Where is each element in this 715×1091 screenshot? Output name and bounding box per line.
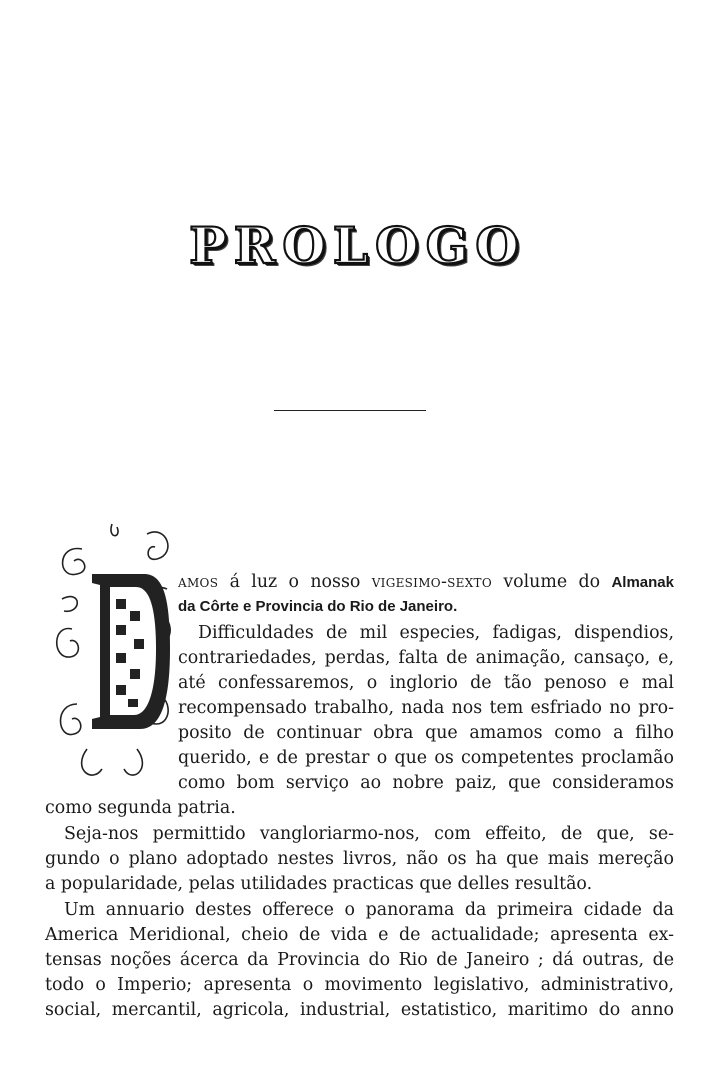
- body-line: America Meridional, cheio de vida e de actualidade; apresenta ex-: [45, 925, 674, 945]
- body-line: até confessaremos, o inglorio de tão penoso e mal: [178, 673, 674, 693]
- almanak-subtitle: da Côrte e Provincia do Rio de Janeiro.: [178, 598, 458, 615]
- body-line: social, mercantil, agricola, industrial, estatistico, maritimo do anno: [45, 1000, 674, 1020]
- body-line: posito de continuar obra que amamos como a filho: [178, 723, 674, 743]
- opening-text-b: volume do: [491, 572, 612, 592]
- body-line: gundo o plano adoptado nestes livros, não os ha que mais mereção: [45, 849, 674, 869]
- almanak-title: Almanak: [611, 574, 674, 591]
- opening-initial-continuation: amos: [178, 572, 219, 592]
- body-line: contrariedades, perdas, falta de animação, cansaço, e,: [178, 648, 674, 668]
- body-line: como segunda patria.: [45, 798, 236, 818]
- body-line: todo o Imperio; apresenta o movimento legislativo, administrativo,: [45, 975, 674, 995]
- body-line: tensas noções ácerca da Provincia do Rio de Janeiro ; dá outras, de: [45, 950, 674, 970]
- page-title: PROLOGO: [189, 216, 526, 275]
- opening-text-a: á luz o nosso: [218, 572, 372, 592]
- body-line: como bom serviço ao nobre paiz, que consideramos: [178, 773, 674, 793]
- body-line: a popularidade, pelas utilidades practicas que delles resultão.: [45, 874, 593, 894]
- opening-ordinal: vigesimo-sexto: [371, 572, 492, 592]
- title-rule: [274, 410, 426, 411]
- body-line: Difficuldades de mil especies, fadigas, dispendios,: [198, 623, 674, 643]
- body-line: Um annuario destes offerece o panorama da primeira cidade da: [64, 900, 674, 920]
- body-line: recompensado trabalho, nada nos tem esfriado no pro-: [178, 698, 674, 718]
- body-line: querido, e de prestar o que os competentes proclamão: [178, 748, 674, 768]
- opening-line: [178, 570, 674, 595]
- ornamental-initial-icon: [52, 519, 178, 789]
- body-line: Seja-nos permittido vangloriarmo-nos, com effeito, de que, se-: [64, 824, 674, 844]
